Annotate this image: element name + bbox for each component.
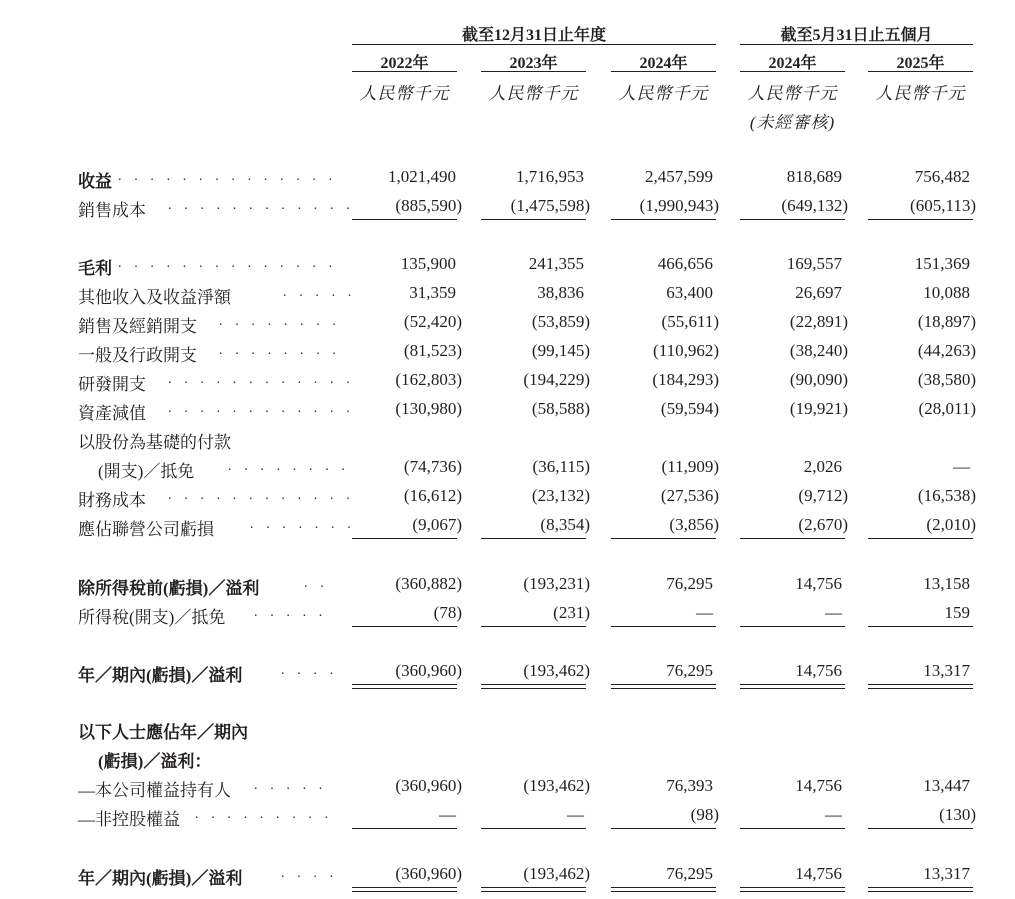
cell-value: 76,295 — [666, 864, 713, 883]
cell-value: 756,482 — [914, 167, 970, 186]
cell-value: (38,240) — [789, 341, 848, 360]
leader-dots: . . . . . . . . . — [195, 807, 333, 822]
cell-value: (193,462) — [523, 864, 590, 883]
total-double-rule — [611, 684, 716, 689]
subtotal-rule — [868, 828, 973, 829]
leader-dots: . . . . . — [254, 605, 327, 620]
leader-dots: . . . . — [281, 866, 338, 881]
cell-value: 169,557 — [786, 254, 842, 273]
leader-dots: . . . . . . . — [250, 517, 356, 532]
row-label: 年／期內(虧損)／溢利 — [78, 666, 243, 685]
cell-value: (22,891) — [789, 312, 848, 331]
cell-value: (162,803) — [395, 370, 462, 389]
cell-value: 13,158 — [923, 574, 970, 593]
cell-value: 2,457,599 — [645, 167, 713, 186]
cell-value: (81,523) — [403, 341, 462, 360]
cell-value: (193,462) — [523, 776, 590, 795]
cell-value: 466,656 — [657, 254, 713, 273]
row-label: —非控股權益 — [78, 810, 180, 829]
row-label: 毛利 — [78, 259, 112, 278]
subtotal-rule — [611, 626, 716, 627]
cell-value: (3,856) — [669, 515, 719, 534]
row-label: 銷售及經銷開支 — [78, 317, 197, 336]
cell-value: 1,716,953 — [516, 167, 584, 186]
cell-value: (28,011) — [918, 399, 976, 418]
row-label: 除所得稅前(虧損)／溢利 — [78, 579, 260, 598]
subtotal-rule — [611, 538, 716, 539]
cell-value: 2,026 — [803, 457, 842, 476]
row-label: 其他收入及收益淨額 — [78, 288, 231, 307]
group-header-year: 截至12月31日止年度 — [461, 27, 606, 44]
cell-value: 13,317 — [923, 864, 970, 883]
cell-value: 13,317 — [923, 661, 970, 680]
cell-value: 241,355 — [528, 254, 584, 273]
cell-value: (231) — [553, 603, 590, 622]
cell-value: (44,263) — [917, 341, 976, 360]
total-double-rule — [481, 684, 586, 689]
cell-value: (90,090) — [789, 370, 848, 389]
subtotal-rule — [611, 219, 716, 220]
cell-value: (27,536) — [660, 486, 719, 505]
cell-value: (649,132) — [781, 196, 848, 215]
cell-value: (605,113) — [910, 196, 976, 215]
leader-dots: . . . . . . . . . . . . — [168, 372, 355, 387]
subtotal-rule — [352, 538, 457, 539]
cell-value: (23,132) — [531, 486, 590, 505]
cell-value: (193,462) — [523, 661, 590, 680]
leader-dots: . . . . . — [283, 285, 356, 300]
cell-value: (2,010) — [926, 515, 976, 534]
subtotal-rule — [481, 828, 586, 829]
subtotal-rule — [740, 538, 845, 539]
row-label: 銷售成本 — [78, 201, 146, 220]
cell-value: (18,897) — [917, 312, 976, 331]
cell-value: (9,712) — [798, 486, 848, 505]
row-label: 以下人士應佔年／期內 — [78, 723, 248, 742]
cell-value: 13,447 — [923, 776, 970, 795]
column-year-4: 2024年 — [768, 55, 817, 72]
column-year-rule — [481, 71, 586, 72]
cell-value: 14,756 — [795, 776, 842, 795]
row-label: (虧損)／溢利： — [98, 752, 212, 771]
group-header-period: 截至5月31日止五個月 — [780, 27, 933, 44]
row-label: 一般及行政開支 — [78, 346, 197, 365]
cell-value: — — [567, 805, 584, 824]
cell-value: (885,590) — [395, 196, 462, 215]
cell-value: 26,697 — [795, 283, 842, 302]
cell-value: 14,756 — [795, 574, 842, 593]
cell-value: (1,475,598) — [510, 196, 590, 215]
cell-value: (38,580) — [917, 370, 976, 389]
cell-value: (36,115) — [532, 457, 590, 476]
cell-value: (19,921) — [789, 399, 848, 418]
subtotal-rule — [352, 626, 457, 627]
column-currency-5: 人民幣千元 — [875, 84, 966, 103]
cell-value: (11,909) — [661, 457, 719, 476]
cell-value: 818,689 — [786, 167, 842, 186]
column-currency-2: 人民幣千元 — [488, 84, 579, 103]
row-label: 年／期內(虧損)／溢利 — [78, 869, 243, 888]
cell-value: — — [439, 805, 456, 824]
cell-value: (16,538) — [917, 486, 976, 505]
subtotal-rule — [352, 828, 457, 829]
cell-value: 76,295 — [666, 661, 713, 680]
cell-value: (360,882) — [395, 574, 462, 593]
cell-value: (184,293) — [652, 370, 719, 389]
cell-value: 76,393 — [666, 776, 713, 795]
column-year-rule — [868, 71, 973, 72]
cell-value: (78) — [433, 603, 462, 622]
row-label: (開支)／抵免 — [98, 462, 195, 481]
subtotal-rule — [868, 538, 973, 539]
cell-value: 135,900 — [400, 254, 456, 273]
leader-dots: . . . . . . . . — [228, 459, 350, 474]
cell-value: (52,420) — [403, 312, 462, 331]
column-year-rule — [352, 71, 457, 72]
leader-dots: . . . . . . . . . . . . — [168, 401, 355, 416]
row-label: 所得稅(開支)／抵免 — [78, 608, 226, 627]
cell-value: 14,756 — [795, 864, 842, 883]
column-year-1: 2022年 — [380, 55, 429, 72]
cell-value: (55,611) — [661, 312, 719, 331]
row-label: —本公司權益持有人 — [78, 781, 231, 800]
subtotal-rule — [481, 219, 586, 220]
leader-dots: . . . . . . . . — [219, 343, 341, 358]
column-year-5: 2025年 — [896, 55, 945, 72]
total-double-rule — [611, 887, 716, 892]
cell-value: (9,067) — [412, 515, 462, 534]
cell-value: (16,612) — [403, 486, 462, 505]
cell-value: (360,960) — [395, 864, 462, 883]
row-label: 應佔聯營公司虧損 — [78, 520, 214, 539]
cell-value: 38,836 — [537, 283, 584, 302]
cell-value: (2,670) — [798, 515, 848, 534]
leader-dots: . . . . — [281, 663, 338, 678]
cell-value: (74,736) — [403, 457, 462, 476]
cell-value: (99,145) — [531, 341, 590, 360]
cell-value: 63,400 — [666, 283, 713, 302]
cell-value: 14,756 — [795, 661, 842, 680]
total-double-rule — [740, 684, 845, 689]
cell-value: 31,359 — [409, 283, 456, 302]
leader-dots: . . — [304, 576, 329, 591]
row-label: 資產減值 — [78, 404, 146, 423]
cell-value: 76,295 — [666, 574, 713, 593]
column-currency-4: 人民幣千元 — [747, 84, 838, 103]
leader-dots: . . . . . . . . — [219, 314, 341, 329]
column-year-2: 2023年 — [509, 55, 558, 72]
row-label: 收益 — [78, 172, 112, 191]
cell-value: (53,859) — [531, 312, 590, 331]
group-header-year-rule — [352, 44, 716, 45]
subtotal-rule — [868, 626, 973, 627]
total-double-rule — [481, 887, 586, 892]
cell-value: (130) — [939, 805, 976, 824]
cell-value: — — [696, 603, 713, 622]
cell-value: — — [953, 457, 970, 476]
row-label: 研發開支 — [78, 375, 146, 394]
subtotal-rule — [611, 828, 716, 829]
cell-value: (58,588) — [531, 399, 590, 418]
column-year-rule — [740, 71, 845, 72]
row-label: 財務成本 — [78, 491, 146, 510]
total-double-rule — [868, 887, 973, 892]
cell-value: (194,229) — [523, 370, 590, 389]
subtotal-rule — [481, 538, 586, 539]
total-double-rule — [868, 684, 973, 689]
leader-dots: . . . . . . . . . . . . — [168, 198, 355, 213]
subtotal-rule — [352, 219, 457, 220]
leader-dots: . . . . . . . . . . . . . . — [118, 169, 337, 184]
subtotal-rule — [740, 626, 845, 627]
group-header-period-rule — [740, 44, 973, 45]
total-double-rule — [352, 684, 457, 689]
column-year-3: 2024年 — [639, 55, 688, 72]
cell-value: — — [825, 805, 842, 824]
cell-value: 1,021,490 — [388, 167, 456, 186]
column-currency-1: 人民幣千元 — [359, 84, 450, 103]
column-note-unaudited: (未經審核) — [749, 113, 836, 132]
total-double-rule — [352, 887, 457, 892]
cell-value: (360,960) — [395, 776, 462, 795]
subtotal-rule — [740, 828, 845, 829]
leader-dots: . . . . . . . . . . . . — [168, 488, 355, 503]
leader-dots: . . . . . . . . . . . . . . — [118, 256, 337, 271]
cell-value: 10,088 — [923, 283, 970, 302]
cell-value: (98) — [690, 805, 719, 824]
cell-value: (8,354) — [540, 515, 590, 534]
cell-value: 151,369 — [914, 254, 970, 273]
cell-value: (130,980) — [395, 399, 462, 418]
column-currency-3: 人民幣千元 — [618, 84, 709, 103]
cell-value: (1,990,943) — [639, 196, 719, 215]
leader-dots: . . . . . — [254, 778, 327, 793]
cell-value: — — [825, 603, 842, 622]
total-double-rule — [740, 887, 845, 892]
cell-value: (360,960) — [395, 661, 462, 680]
cell-value: (110,962) — [653, 341, 719, 360]
column-year-rule — [611, 71, 716, 72]
subtotal-rule — [740, 219, 845, 220]
cell-value: 159 — [944, 603, 970, 622]
cell-value: (193,231) — [523, 574, 590, 593]
subtotal-rule — [481, 626, 586, 627]
cell-value: (59,594) — [660, 399, 719, 418]
subtotal-rule — [868, 219, 973, 220]
row-label: 以股份為基礎的付款 — [78, 433, 231, 452]
